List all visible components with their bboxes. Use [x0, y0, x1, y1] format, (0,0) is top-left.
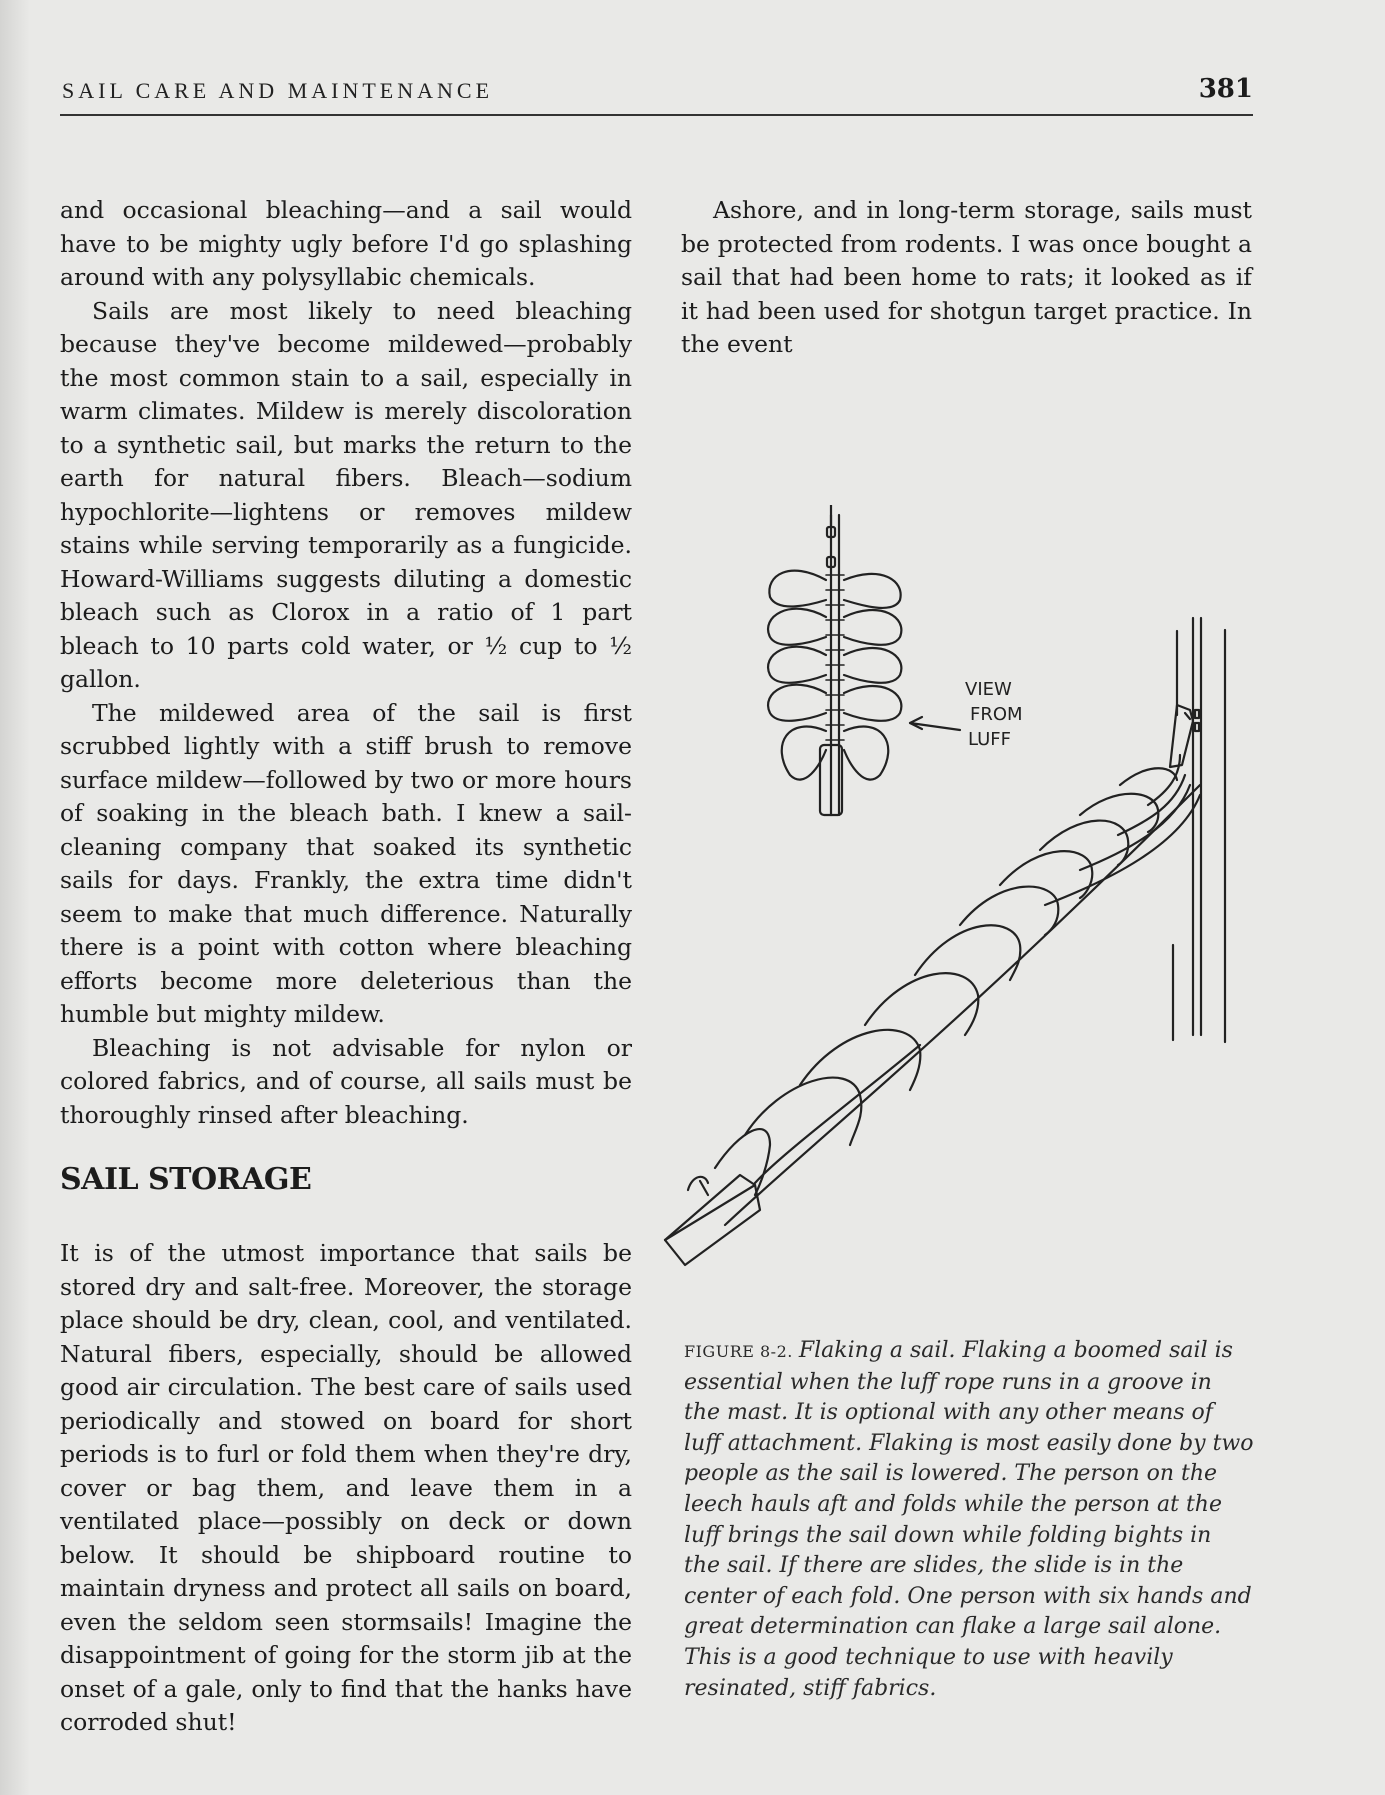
- figure-label: FIGURE 8-2.: [684, 1342, 793, 1361]
- storage-paragraph-block: [60, 1237, 632, 1740]
- flake-stack-side-view: [768, 505, 901, 815]
- paragraph: It is of the utmost importance that sails be stored dry and salt-free. Moreover, the storage place should be dry, clean, cool, and ventilated. Natural fibers, especially, should be allowed good air circulation. The best care of sails used periodically and stowed on board for short periods is to furl or fold them when they're dry, cover or bag them, and leave them in a ventilated place—possibly on deck or down below. It should be shipboard routine to maintain dryness and protect all sails on board, even the seldom seen stormsails! Imagine the disappointment of going for the storm jib at the onset of a gale, only to find that the hanks have corroded shut!: [60, 1239, 632, 1736]
- left-column: [60, 194, 632, 1132]
- annotation-line: VIEW: [965, 679, 1012, 700]
- figure-caption: [684, 1336, 1254, 1704]
- boom-with-flaked-sail: [665, 755, 1200, 1265]
- caption-text: Flaking a sail. Flaking a boomed sail is essential when the luff rope runs in a groove in the mast. It is optional with any other means of luff attachment. Flaking is most easily done by two people as the sail is lowered. The person on the leech hauls aft and folds while the person at the luff brings the sail down while folding bights in the sail. If there are slides, the slide is in the center of each fold. One person with six hands and great determination can flake a large sail alone. This is a good technique to use with heavily resinated, stiff fabrics.: [684, 1338, 1254, 1701]
- paragraph: Ashore, and in long-term storage, sails must be protected from rodents. I was once bought a sail that had been home to rats; it looked as if it had been used for shotgun target practice. In the event: [681, 196, 1252, 358]
- paragraph: Sails are most likely to need bleaching because they've become mildewed—probably the most common stain to a sail, especially in warm climates. Mildew is merely discoloration to a synthetic sail, but marks the return to the earth for natural fibers. Bleach—sodium hypochlorite—lightens or removes mildew stains while serving temporarily as a fungicide. Howard-Williams suggests diluting a domestic bleach such as Clorox in a ratio of 1 part bleach to 10 parts cold water, or ½ cup to ½ gallon.: [60, 296, 632, 693]
- running-head: SAIL CARE AND MAINTENANCE: [62, 78, 494, 103]
- page-edge-shadow: [0, 0, 30, 1795]
- paragraph: Bleaching is not advisable for nylon or colored fabrics, and of course, all sails must be thoroughly rinsed after bleaching.: [60, 1033, 632, 1129]
- page-number: 381: [1198, 74, 1253, 104]
- section-heading: SAIL STORAGE: [60, 1162, 312, 1197]
- paragraph: and occasional bleaching—and a sail would have to be mighty ugly before I'd go splashing around with any polysyllabic chemicals.: [60, 196, 632, 291]
- annotation-line: LUFF: [968, 729, 1012, 750]
- mast: [1170, 618, 1225, 1042]
- figure-8-2-illustration: [660, 505, 1260, 1325]
- view-from-luff-arrow: [910, 717, 960, 730]
- paragraph: The mildewed area of the sail is first scrubbed lightly with a stiff brush to remove surface mildew—followed by two or more hours of soaking in the bleach bath. I knew a sail-cleaning company that soaked its synthetic sails for days. Frankly, the extra time didn't seem to make that much difference. Naturally there is a point with cotton where bleaching efforts become more deleterious than the humble but mighty mildew.: [60, 698, 632, 1028]
- right-column: [681, 194, 1252, 362]
- header-rule: [60, 114, 1253, 116]
- annotation-line: FROM: [970, 704, 1023, 725]
